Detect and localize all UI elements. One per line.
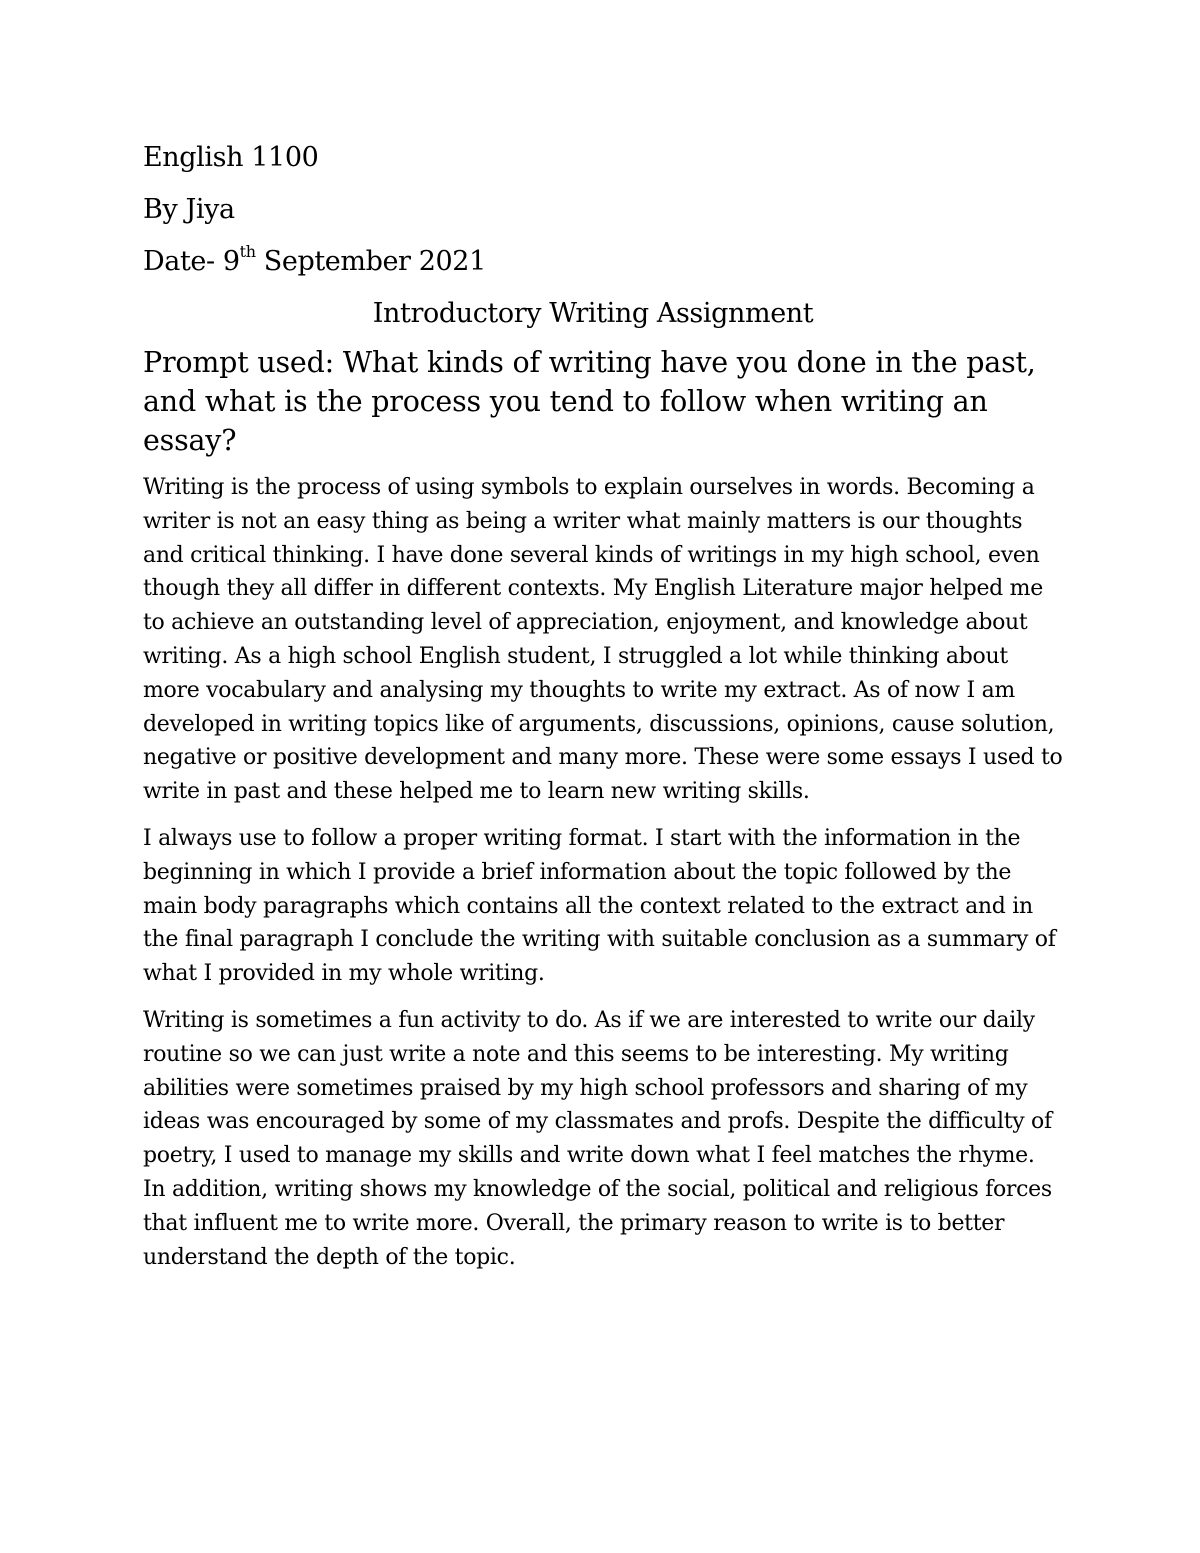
author-name: By Jiya <box>143 194 235 225</box>
date-ordinal-suffix: th <box>239 242 256 261</box>
prompt-text: Prompt used: What kinds of writing have you done in the past, and what is the process you tend to follow when writing an essay? <box>143 346 1036 457</box>
document-title: Introductory Writing Assignment <box>372 298 814 329</box>
body-paragraph-3: Writing is sometimes a fun activity to do. As if we are interested to write our daily routine so we can just write a note and this seems to be interesting. My writing abilities were sometimes praised by my high school professors and sharing of my ideas was encouraged by some of my classmates and profs. Despite the difficulty of poetry, I used to manage my skills and write down what I feel matches the rhyme. In addition, writing shows my knowledge of the social, political and religious forces that influent me to write more. Overall, the primary reason to write is to better understand the depth of the topic. <box>143 1007 1052 1270</box>
date-prefix: Date- 9 <box>143 246 240 277</box>
body-paragraph-2: I always use to follow a proper writing format. I start with the information in the beginning in which I provide a brief information about the topic followed by the main body paragraphs which contains all the context related to the extract and in the final paragraph I conclude the writing with suitable conclusion as a summary of what I provided in my whole writing. <box>143 825 1056 987</box>
body-paragraph-1: Writing is the process of using symbols to explain ourselves in words. Becoming a writer is not an easy thing as being a writer what mainly matters is our thoughts and critical thinking. I have done several kinds of writings in my high school, even though they all differ in different contexts. My English Literature major helped me to achieve an outstanding level of appreciation, enjoyment, and knowledge about writing. As a high school English student, I struggled a lot while thinking about more vocabulary and analysing my thoughts to write my extract. As of now I am developed in writing topics like of arguments, discussions, opinions, cause solution, negative or positive development and many more. These were some essays I used to write in past and these helped me to learn new writing skills. <box>143 475 1063 805</box>
document-page <box>143 132 1063 1287</box>
course-name: English 1100 <box>143 142 319 173</box>
date-suffix: September 2021 <box>255 246 486 277</box>
date-line <box>143 236 1063 288</box>
